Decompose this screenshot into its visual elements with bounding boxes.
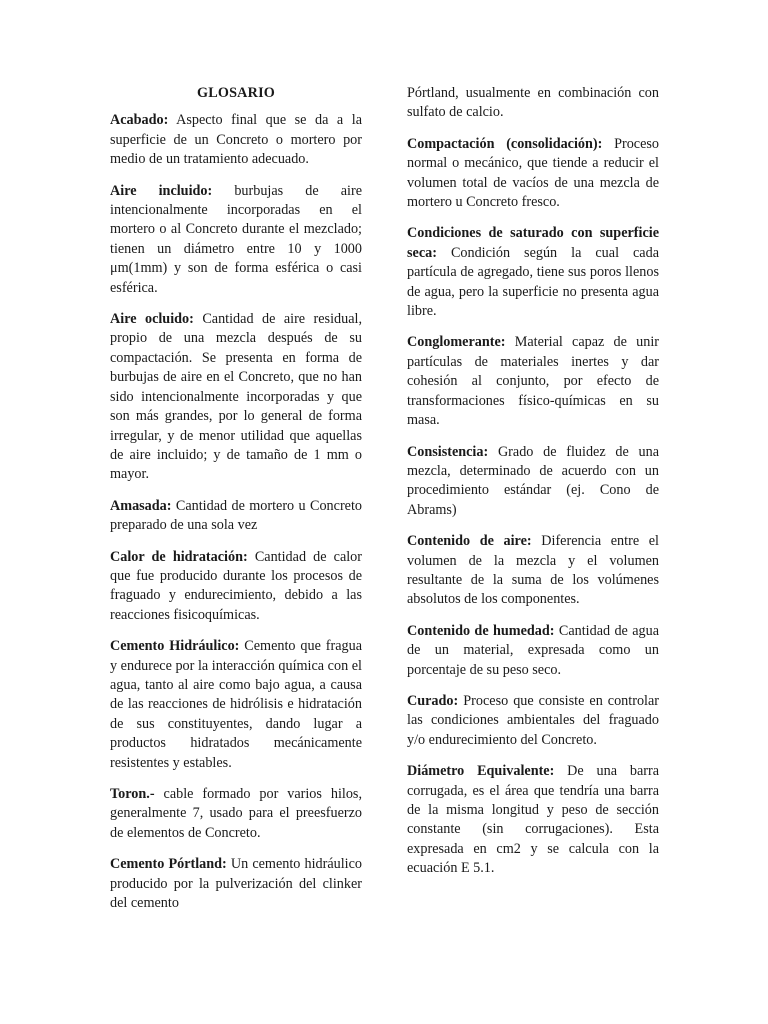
glossary-entry [407,692,659,750]
right-column [407,84,659,891]
term-label: Aire ocluido: [110,311,194,328]
term-definition: Cantidad de aire residual, propio de una mezcla después de su compactación. Se presenta en forma de burbujas de aire en el Concreto, que no han sido intencionalmente incorporadas y que son más grandes, por lo general de forma irregular, y de menor utilidad que aquellas de aire incluido; y de tamaño de 1 mm o mayor. [110,311,362,483]
glossary-entry [407,762,659,878]
term-definition: Cantidad de mortero u Concreto preparado de una sola vez [110,497,363,534]
term-definition: Cantidad de agua de un material, expresada como un porcentaje de su peso seco. [407,622,659,678]
term-label: Consistencia: [407,443,489,460]
term-definition: Diferencia entre el volumen de la mezcla y el volumen resultante de la suma de los volúmenes absolutos de los componentes. [407,533,659,608]
glossary-entry [110,497,362,536]
term-label: Diámetro Equivalente: [407,763,555,780]
term-definition: Material capaz de unir partículas de materiales inertes y dar cohesión al conjunto, por efecto de transformaciones físico-químicas en su masa. [407,334,660,429]
glossary-entry [110,111,362,169]
term-label: Amasada: [110,497,172,514]
term-definition: Cantidad de calor que fue producido durante los procesos de fraguado y endurecimiento, debido a las reacciones fisicoquímicas. [110,548,362,623]
left-column [110,84,362,925]
term-definition: Proceso que consiste en controlar las condiciones ambientales del fraguado y/o endurecimiento del Concreto. [407,692,659,748]
term-label: Compactación (consolidación): [407,135,603,152]
glossary-entry [407,622,659,680]
term-definition: Un cemento hidráulico producido por la pulverización del clinker del cemento [110,856,362,912]
term-definition: De una barra corrugada, es el área que tendría una barra de la misma longitud y peso de sección constante (sin corrugaciones). Esta expresada en cm2 y se calcula con la ecuación E 5.1. [407,763,659,877]
glossary-entry [407,443,659,521]
term-label: Contenido de humedad: [407,622,555,639]
term-label: Acabado: [110,112,169,129]
term-definition: Cemento que fragua y endurece por la interacción química con el agua, tanto al aire como bajo agua, a causa de las reacciones de hidrólisis e hidratación de sus constituyentes, dando lugar a productos hidratados mecánicamente resistentes y estables. [110,638,363,771]
term-label: Cemento Pórtland: [110,856,227,873]
term-label: Toron.- [110,786,155,802]
glossary-entry [407,532,659,610]
term-label: Calor de hidratación: [110,548,248,565]
term-definition: Pórtland, usualmente en combinación con sulfato de calcio. [407,85,659,121]
term-definition: burbujas de aire intencionalmente incorporadas en el mortero o al Concreto durante el mezclado; tienen un diámetro entre 10 y 1000 μm(1mm) y son de forma esférica o casi esférica. [110,182,363,296]
glossary-entry [110,182,362,298]
term-definition: cable formado por varios hilos, generalmente 7, usado para el preesfuerzo de elementos de Concreto. [110,786,363,841]
glossary-entry [110,637,362,773]
glossary-entry [110,785,362,843]
glossary-entry-continuation [407,84,659,123]
glossary-entry [110,548,362,626]
term-definition: Proceso normal o mecánico, que tiende a reducir el volumen total de vacíos de una mezcla de mortero u Concreto fresco. [407,135,659,211]
term-definition: Grado de fluidez de una mezcla, determinado de acuerdo con un procedimiento estándar (ej. Cono de Abrams) [407,443,659,518]
glossary-entry [110,310,362,485]
glossary-title: GLOSARIO [196,85,276,101]
term-label: Aire incluido: [110,182,213,199]
term-label: Cemento Hidráulico: [110,638,240,655]
term-definition: Aspecto final que se da a la superficie de un Concreto o mortero por medio de un tratamiento adecuado. [110,112,362,168]
glossary-entry [407,224,659,321]
term-label: Curado: [407,692,459,709]
glossary-entry [407,135,659,213]
term-label: Conglomerante: [407,334,506,351]
term-label: Condiciones de saturado con superficie seca: [407,225,659,261]
term-definition: Condición según la cual cada partícula de agregado, tiene sus poros llenos de agua, pero la superficie no presenta agua libre. [407,244,659,320]
glossary-entry [110,855,362,913]
term-label: Contenido de aire: [407,533,532,550]
glossary-entry [407,333,659,430]
